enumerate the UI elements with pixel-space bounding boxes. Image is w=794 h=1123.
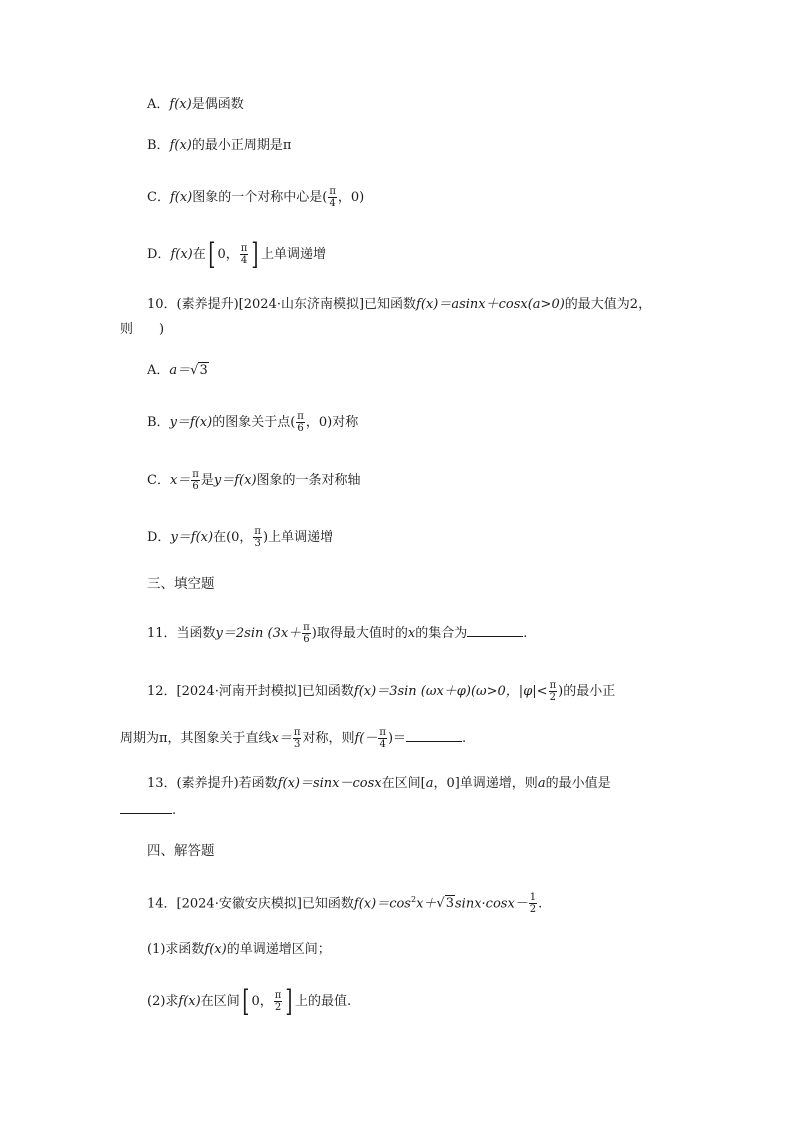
- q14-stem: 14．[2024·安徽安庆模拟]已知函数$f(x)=\cos^2x+√3\sin x\cdot\cos x-$ $\frac{1}{2}$ .: [147, 892, 543, 916]
- answer-blank[interactable]: [406, 728, 462, 742]
- fraction-pi-over-3: $\frac{\pi}{3}$: [293, 727, 301, 750]
- q12-stem: 12．[2024·河南开封模拟]已知函数f(x)＝3sin (ωx＋φ)(ω>0，|φ|< $\frac{\pi}{2}$ )的最小正: [147, 680, 616, 703]
- q14-part-2: (2)求f(x)在区间[ 0， $\frac{\pi}{2}$ ] 上的最值.: [147, 983, 352, 1019]
- q10-option-d: D．y＝f(x)在(0， $\frac{\pi}{3}$ )上单调递增: [147, 526, 334, 549]
- answer-blank[interactable]: [467, 623, 523, 637]
- left-bracket: [: [242, 983, 250, 1019]
- q10-stem: 10．(素养提升)[2024·山东济南模拟]已知函数f(x)＝asinx＋cosx(a>0)的最大值为2，: [147, 297, 652, 312]
- q9-option-c: C．f(x)图象的一个对称中心是( $\frac{\pi}{4}$ ，0): [147, 186, 365, 209]
- fraction-pi-over-2: $\frac{\pi}{2}$: [549, 680, 557, 703]
- sqrt-symbol: √3: [436, 896, 454, 912]
- q12-stem-line2: 周期为π，其图象关于直线x＝ $\frac{\pi}{3}$ 对称，则f(－ $\frac{\pi}{4}$ )＝ .: [120, 727, 467, 750]
- right-bracket: ]: [251, 236, 259, 272]
- fraction-one-half: $\frac{1}{2}$: [529, 892, 537, 916]
- q13-stem: 13．(素养提升)若函数f(x)＝sinx－cosx在区间[a，0]单调递增，则a的最小值是: [147, 776, 611, 791]
- right-bracket: ]: [285, 983, 293, 1019]
- fraction-pi-over-6: $\frac{\pi}{6}$: [192, 469, 199, 492]
- fraction-pi-over-6: $\frac{\pi}{6}$: [297, 411, 304, 434]
- q10-option-c: C．x＝ $\frac{\pi}{6}$ 是y＝f(x)图象的一条对称轴: [147, 469, 361, 492]
- q10-option-a: A．a＝√3: [147, 361, 209, 381]
- left-bracket: [: [208, 236, 216, 272]
- q9-option-b: B．f(x)的最小正周期是π: [147, 138, 292, 153]
- fraction-pi-over-3: $\frac{\pi}{3}$: [254, 526, 261, 549]
- section-heading-solution: 四、解答题: [147, 843, 215, 859]
- fraction-pi-over-4: $\frac{\pi}{4}$: [240, 243, 248, 266]
- fraction-pi-over-2: $\frac{\pi}{2}$: [274, 990, 282, 1013]
- q11-stem: 11．当函数y＝2sin (3x＋ $\frac{\pi}{6}$ )取得最大值时的x的集合为 .: [147, 622, 528, 645]
- sqrt-symbol: √3: [190, 363, 208, 378]
- q9-option-d: D．f(x)在[ 0， $\frac{\pi}{4}$ ] 上单调递增: [147, 236, 327, 272]
- fraction-pi-over-4: $\frac{\pi}{4}$: [379, 727, 386, 750]
- section-heading-fill-in: 三、填空题: [147, 576, 215, 592]
- q14-part-1: (1)求函数f(x)的单调递增区间；: [147, 942, 331, 957]
- q9-option-a: A．f(x)是偶函数: [147, 97, 244, 112]
- fraction-pi-over-4: $\frac{\pi}{4}$: [329, 186, 336, 209]
- fraction-pi-over-6: $\frac{\pi}{6}$: [303, 622, 310, 645]
- q10-stem-line2: 则 ): [120, 322, 165, 337]
- q10-option-b: B．y＝f(x)的图象关于点( $\frac{\pi}{6}$ ，0)对称: [147, 411, 359, 434]
- answer-blank[interactable]: [120, 800, 172, 814]
- q13-stem-line2: .: [120, 800, 176, 821]
